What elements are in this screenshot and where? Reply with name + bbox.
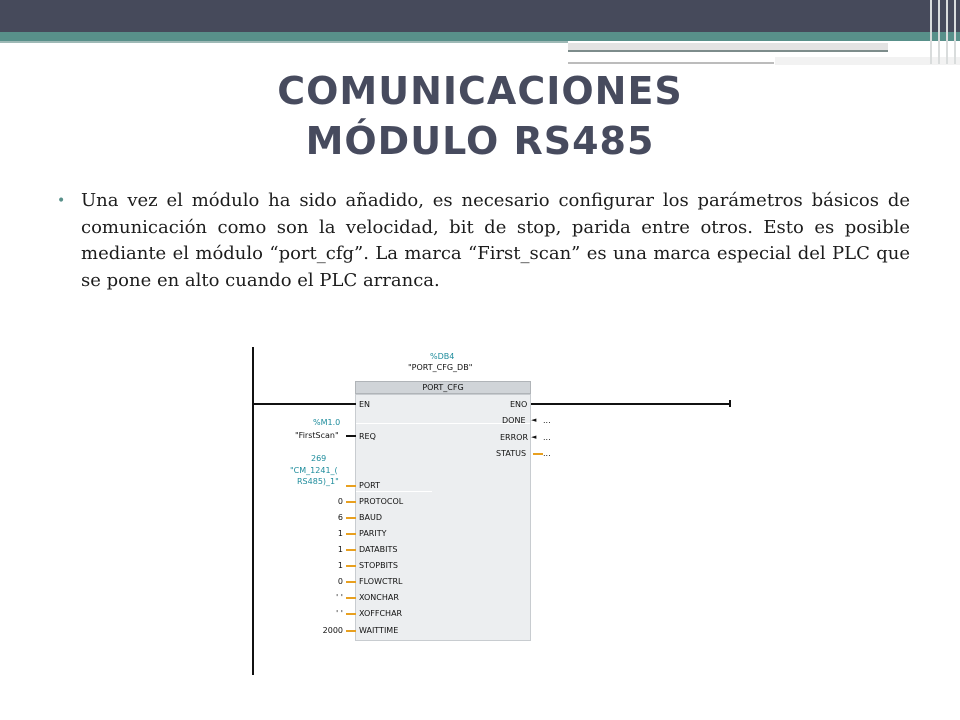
baud-label: BAUD — [359, 513, 382, 522]
xonchar-value: ' ' — [336, 593, 343, 602]
flowctrl-label: FLOWCTRL — [359, 577, 403, 586]
xonchar-label: XONCHAR — [359, 593, 399, 602]
req-label: REQ — [359, 432, 376, 441]
eno-wire-end — [729, 400, 731, 407]
bullet-icon: • — [57, 193, 66, 209]
protocol-label: PROTOCOL — [359, 497, 404, 506]
port-tag-line2: RS485)_1" — [297, 477, 339, 486]
port-tag-line1: "CM_1241_( — [290, 466, 338, 475]
databits-value: 1 — [337, 545, 343, 554]
waittime-pin — [346, 630, 356, 632]
db-address: %DB4 — [430, 352, 455, 361]
port-cfg-ladder-diagram: %DB4 "PORT_CFG_DB" PORT_CFG EN ENO DONE ◄ ... ERROR ◄ ... STATUS ... %M1.0 "FirstScan" REQ 269 "CM_1241_( RS485)_1" PORT 0 PROTOCOL 6 BAUD 1 PARITY 1 DATABITS 1 STOPBITS 0 FLOWCTRL ' ' XONCHAR ' ' XOFFCHAR 2000 WAITTIME — [230, 345, 750, 675]
output-done-label: DONE — [502, 416, 526, 425]
header-rule-right — [568, 43, 888, 50]
block-header — [355, 381, 531, 394]
en-label: EN — [359, 400, 371, 409]
waittime-value: 2000 — [322, 626, 343, 635]
output-error-label: ERROR — [500, 433, 529, 442]
parity-pin — [346, 533, 356, 535]
output-error-value: ... — [543, 433, 551, 442]
parity-label: PARITY — [359, 529, 387, 538]
slide-title — [0, 66, 960, 166]
teal-accent-band — [0, 32, 960, 41]
eno-wire — [531, 403, 731, 405]
protocol-pin — [346, 501, 356, 503]
databits-pin — [346, 549, 356, 551]
xoffchar-pin — [346, 613, 356, 615]
databits-label: DATABITS — [359, 545, 398, 554]
header-rule-left — [0, 41, 568, 43]
req-name: "FirstScan" — [295, 431, 339, 440]
xonchar-pin — [346, 597, 356, 599]
port-label: PORT — [359, 481, 380, 490]
output-done-value: ... — [543, 416, 551, 425]
stopbits-value: 1 — [337, 561, 343, 570]
bullet-text: Una vez el módulo ha sido añadido, es necesario configurar los parámetros básicos de comunicación como son la velocidad, bit de stop, parida entre otros. Esto es posible mediante el módulo “port_cfg”. La marca “First_scan” es una marca especial del PLC que se pone en alto cuando el PLC arranca. — [81, 190, 910, 291]
req-address: %M1.0 — [313, 418, 341, 427]
stopbits-pin — [346, 565, 356, 567]
port-value: 269 — [311, 454, 327, 463]
protocol-value: 0 — [337, 497, 343, 506]
flowctrl-pin — [346, 581, 356, 583]
header-rule-short — [568, 62, 774, 64]
req-pin — [346, 435, 356, 437]
waittime-label: WAITTIME — [359, 626, 399, 635]
db-name: "PORT_CFG_DB" — [408, 363, 473, 372]
title-line-1: COMUNICACIONES — [277, 69, 683, 113]
port-pin — [346, 485, 356, 487]
power-rail — [252, 347, 254, 675]
stopbits-label: STOPBITS — [359, 561, 398, 570]
baud-value: 6 — [337, 513, 343, 522]
output-status-pin — [533, 453, 543, 455]
title-line-2: MÓDULO RS485 — [305, 119, 655, 163]
block-name: PORT_CFG — [422, 383, 464, 392]
xoffchar-label: XOFFCHAR — [359, 609, 403, 618]
parity-value: 1 — [337, 529, 343, 538]
bullet-paragraph — [58, 188, 910, 294]
output-status-label: STATUS — [496, 449, 527, 458]
top-dark-band — [0, 0, 960, 32]
en-wire — [254, 403, 356, 405]
eno-label: ENO — [510, 400, 528, 409]
output-status-value: ... — [543, 449, 551, 458]
flowctrl-value: 0 — [337, 577, 343, 586]
header-decor-lines — [926, 0, 960, 64]
xoffchar-value: ' ' — [336, 609, 343, 618]
header-rule-right-line — [568, 50, 888, 52]
baud-pin — [346, 517, 356, 519]
